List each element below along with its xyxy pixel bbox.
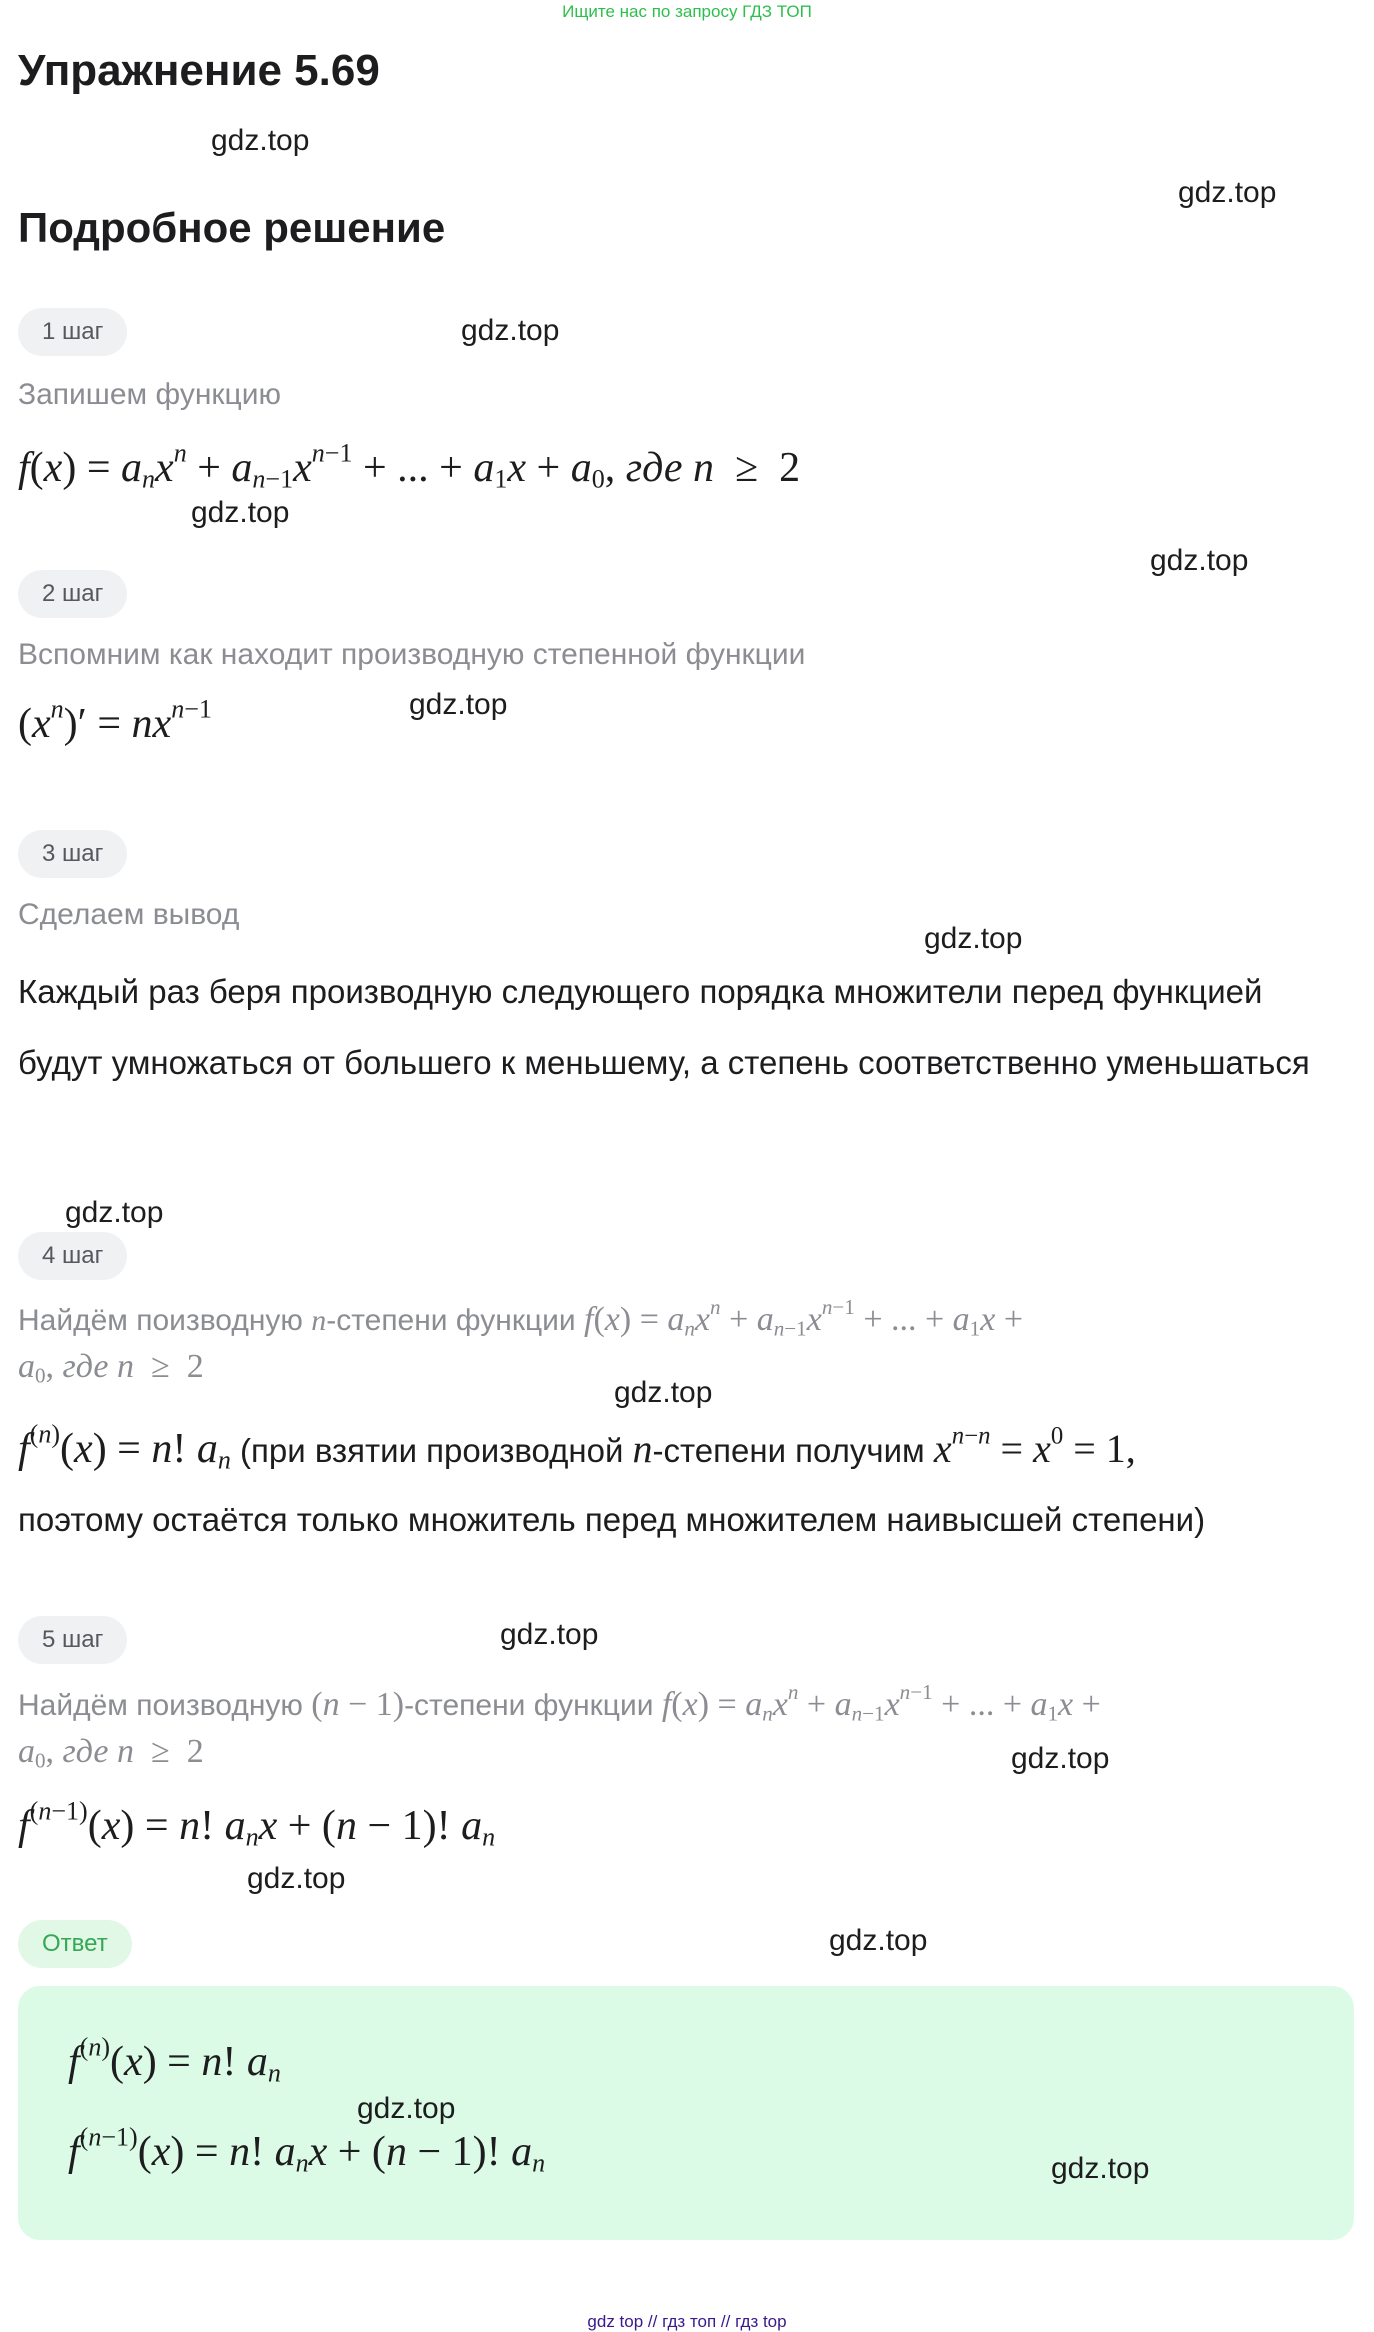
answer-formula-1: $f^{(n)}(x) = n$! $a_n$ — [68, 2032, 281, 2088]
step-4-desc-prefix: Найдём поизводную — [18, 1304, 312, 1337]
step-4-body-mid: -степени получим — [652, 1432, 934, 1469]
step-4-explanation: поэтому остаётся только множитель перед множителем наивысшей степени) — [18, 1501, 1206, 1538]
step-5-result: $f^{(n-1)}(x) = n$! $a_nx + (n - 1)$! $a_n$ — [18, 1796, 496, 1852]
where-word: где — [625, 445, 683, 491]
watermark: gdz.top — [1011, 1742, 1110, 1775]
watermark: gdz.top — [829, 1924, 928, 1957]
top-banner: Ищите нас по запросу ГДЗ ТОП — [562, 2, 812, 21]
step-5-desc-suffix: -степени функции — [404, 1689, 662, 1722]
watermark: gdz.top — [211, 124, 310, 157]
step-badge-2: 2 шаг — [18, 570, 127, 618]
exercise-title: Упражнение 5.69 — [18, 46, 380, 95]
where-word: где — [62, 1348, 109, 1385]
answer-badge: Ответ — [18, 1920, 132, 1968]
step-3-description: Сделаем вывод — [18, 898, 240, 931]
watermark: gdz.top — [500, 1618, 599, 1651]
step-4-description: Найдём поизводную n-степени функции $f(x) = a_nx^n + a_{n-1}x^{n-1}$ + ... + $a_1x$ + $a_0$, где n ≥ 2 — [18, 1295, 1023, 1388]
step-5-desc-prefix: Найдём поизводную — [18, 1689, 312, 1722]
footer-links[interactable]: gdz top // гдз топ // гдз top — [587, 2312, 787, 2331]
watermark: gdz.top — [1150, 544, 1249, 577]
answer-box — [18, 1986, 1354, 2240]
watermark: gdz.top — [247, 1862, 346, 1895]
watermark: gdz.top — [1178, 176, 1277, 209]
where-word: где — [62, 1733, 109, 1770]
answer-formula-2: $f^{(n-1)}(x) = n$! $a_nx + (n - 1)$! $a_n$ — [68, 2122, 546, 2178]
watermark: gdz.top — [1051, 2152, 1150, 2185]
watermark: gdz.top — [461, 314, 560, 347]
step-5-description: Найдём поизводную (n − 1)-степени функции $f(x) = a_nx^n + a_{n-1}x^{n-1}$ + ... + $a_1x$ + $a_0$, где n ≥ 2 — [18, 1680, 1101, 1773]
step-3-conclusion: Каждый раз беря производную следующего порядка множители перед функцией будут умножаться от большего к меньшему, а степень соответственно уменьшаться — [18, 973, 1310, 1081]
step-1-description: Запишем функцию — [18, 378, 281, 411]
solution-heading: Подробное решение — [18, 204, 446, 251]
watermark: gdz.top — [65, 1196, 164, 1229]
step-4-desc-suffix: -степени функции — [326, 1304, 584, 1337]
step-badge-3: 3 шаг — [18, 830, 127, 878]
step-badge-4: 4 шаг — [18, 1232, 127, 1280]
watermark: gdz.top — [614, 1376, 713, 1409]
watermark: gdz.top — [357, 2092, 456, 2125]
watermark: gdz.top — [191, 496, 290, 529]
step-badge-5: 5 шаг — [18, 1616, 127, 1664]
power-derivative-formula: $(x^n)' = nx^{n-1}$ — [18, 694, 212, 747]
watermark: gdz.top — [409, 688, 508, 721]
step-4-result: $f^{(n)}(x) = n$! $a_n$ (при взятии производной n-степени получим $x^{n-n} = x^0 = 1$, — [18, 1419, 1136, 1475]
step-4-body-open: (при взятии производной — [230, 1432, 633, 1469]
step-badge-1: 1 шаг — [18, 308, 127, 356]
watermark: gdz.top — [924, 922, 1023, 955]
step-2-description: Вспомним как находит производную степенной функции — [18, 638, 806, 671]
function-formula: $f(x) = a_nx^n + a_{n-1}x^{n-1}$ + ... + $a_1x + a_0$, где n ≥ 2 — [18, 438, 801, 494]
